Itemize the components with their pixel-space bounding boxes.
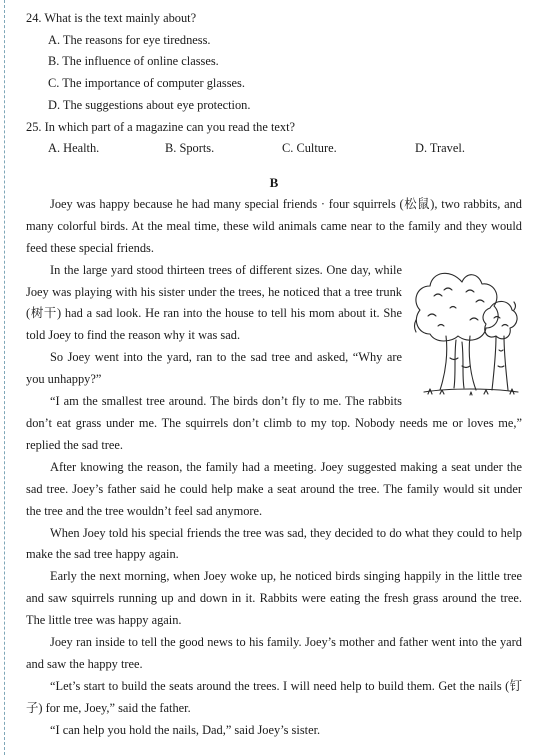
question-25-option-c: C. Culture. bbox=[282, 141, 337, 156]
section-label: B bbox=[269, 174, 279, 190]
passage-paragraph: Joey was happy because he had many special friends · four squirrels (松鼠), two rabbits, and many colorful birds. At the meal time, these wild animals came near to the family and they would feed these special friends. bbox=[26, 196, 522, 255]
binding-margin-line bbox=[4, 0, 5, 755]
passage-paragraph: So Joey went into the yard, ran to the sad tree and asked, “Why are you unhappy?” bbox=[26, 350, 402, 387]
passage-paragraph: After knowing the reason, the family had a meeting. Joey suggested making a seat under the sad tree. Joey’s father said he could help make a seat around the tree. The family would sit under the tree and the tree wouldn’t feel sad anymore. bbox=[26, 459, 522, 518]
question-24-option-b: B. The influence of online classes. bbox=[48, 54, 219, 69]
passage-paragraph: “I can help you hold the nails, Dad,” said Joey’s sister. bbox=[50, 722, 321, 737]
passage-paragraph: Early the next morning, when Joey woke up, he noticed birds singing happily in the little tree and saw squirrels running up and down in it. Rabbits were eating the fresh grass around the tree. The little tree was happy again. bbox=[26, 569, 522, 628]
passage-paragraph: When Joey told his special friends the tree was sad, they decided to do what they could to help make the sad tree happy again. bbox=[26, 525, 522, 562]
passage-paragraph: In the large yard stood thirteen trees of different sizes. One day, while Joey was playing with his sister under the trees, he noticed that a tree trunk (树干) had a sad look. He ran into the house to tell his mom about it. She told Joey to find the reason why it was sad. bbox=[26, 262, 402, 343]
question-25-option-a: A. Health. bbox=[48, 141, 100, 156]
passage-paragraph: “Let’s start to build the seats around the trees. I will need help to build them. Get the nails (钉子) for me, Joey,” said the father. bbox=[26, 678, 522, 715]
question-24-option-a: A. The reasons for eye tiredness. bbox=[48, 32, 211, 47]
passage-paragraph: “I am the smallest tree around. The birds don’t fly to me. The rabbits don’t eat grass under me. The squirrels don’t climb to my top. Nobody needs me or loves me,” replied the sad tree. bbox=[26, 394, 522, 452]
question-25-option-d: D. Travel. bbox=[415, 141, 465, 156]
tree-illustration bbox=[410, 262, 522, 406]
question-25-option-b: B. Sports. bbox=[165, 141, 215, 156]
question-25-options bbox=[48, 138, 522, 160]
question-25-stem: 25. In which part of a magazine can you read the text? bbox=[26, 119, 296, 134]
exam-page bbox=[26, 8, 522, 742]
question-24-option-d: D. The suggestions about eye protection. bbox=[48, 97, 251, 112]
question-24-option-c: C. The importance of computer glasses. bbox=[48, 76, 245, 91]
passage-paragraph: Joey ran inside to tell the good news to his family. Joey’s mother and father went into the yard and saw the happy tree. bbox=[26, 635, 522, 671]
tree-drawing bbox=[410, 262, 522, 406]
question-24-stem: 24. What is the text mainly about? bbox=[26, 11, 197, 25]
